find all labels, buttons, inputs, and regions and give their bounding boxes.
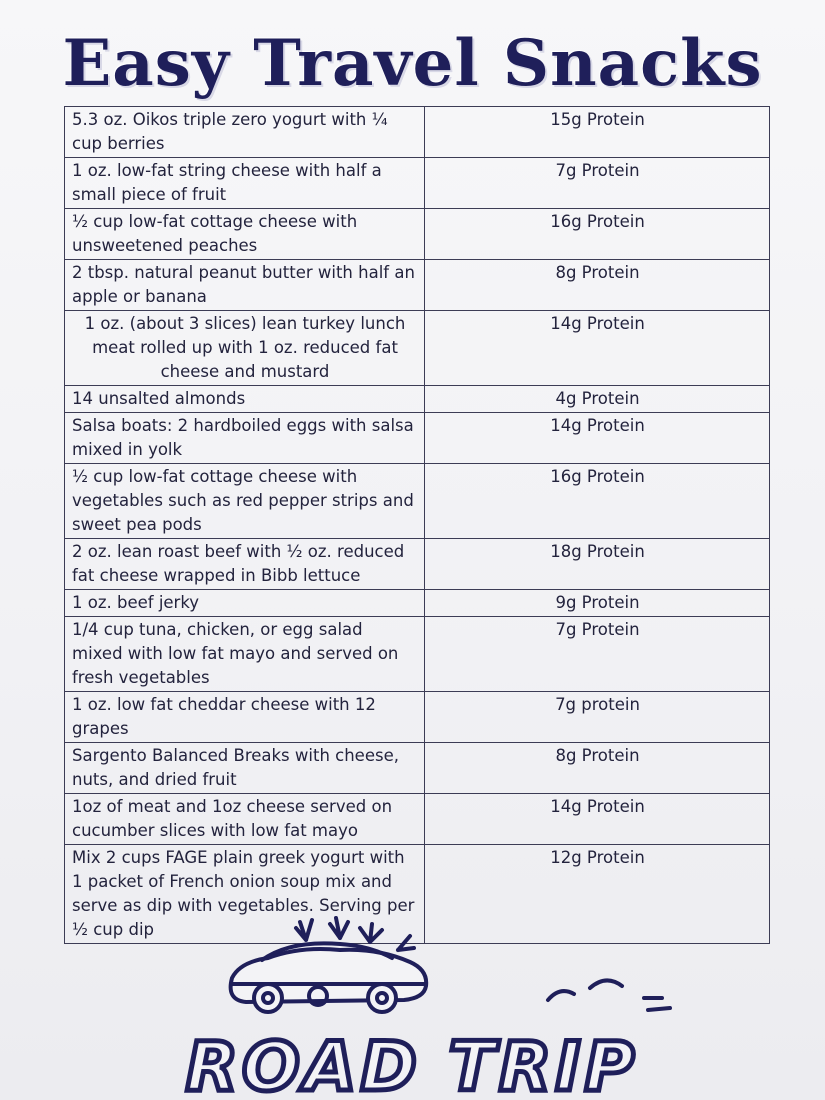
snack-description: 1/4 cup tuna, chicken, or egg salad mixed with low fat mayo and served on fresh vegetables <box>65 617 425 692</box>
table-row <box>65 260 770 311</box>
snack-description: 1 oz. beef jerky <box>65 590 425 617</box>
snack-description: ½ cup low-fat cottage cheese with unsweetened peaches <box>65 209 425 260</box>
protein-amount: 15g Protein <box>425 107 770 158</box>
page-title: Easy Travel Snacks <box>62 26 763 101</box>
protein-amount: 4g Protein <box>425 386 770 413</box>
snack-description: Mix 2 cups FAGE plain greek yogurt with 1 packet of French onion soup mix and serve as dip with vegetables. Serving per ½ cup dip <box>65 845 425 944</box>
table-row <box>65 386 770 413</box>
svg-text:ROAD TRIP: ROAD TRIP <box>185 1028 639 1100</box>
table-row <box>65 794 770 845</box>
table-row <box>65 590 770 617</box>
table-row <box>65 107 770 158</box>
protein-amount: 18g Protein <box>425 539 770 590</box>
snack-description: 1oz of meat and 1oz cheese served on cucumber slices with low fat mayo <box>65 794 425 845</box>
table-row <box>65 311 770 386</box>
road-trip-car-icon <box>231 918 670 1012</box>
table-row <box>65 617 770 692</box>
table-row <box>65 413 770 464</box>
protein-amount: 16g Protein <box>425 464 770 539</box>
protein-amount: 8g Protein <box>425 743 770 794</box>
table-row <box>65 158 770 209</box>
table-row <box>65 743 770 794</box>
table-row <box>65 539 770 590</box>
snack-description: 1 oz. low fat cheddar cheese with 12 grapes <box>65 692 425 743</box>
snack-description: ½ cup low-fat cottage cheese with vegetables such as red pepper strips and sweet pea pods <box>65 464 425 539</box>
protein-amount: 9g Protein <box>425 590 770 617</box>
snack-description: 2 oz. lean roast beef with ½ oz. reduced fat cheese wrapped in Bibb lettuce <box>65 539 425 590</box>
table-row <box>65 209 770 260</box>
protein-amount: 14g Protein <box>425 794 770 845</box>
snack-description: 14 unsalted almonds <box>65 386 425 413</box>
protein-amount: 8g Protein <box>425 260 770 311</box>
protein-amount: 16g Protein <box>425 209 770 260</box>
protein-amount: 7g Protein <box>425 158 770 209</box>
snack-description: 2 tbsp. natural peanut butter with half an apple or banana <box>65 260 425 311</box>
table-row <box>65 692 770 743</box>
protein-amount: 12g Protein <box>425 845 770 944</box>
protein-amount: 7g Protein <box>425 617 770 692</box>
road-trip-lettering <box>186 1028 639 1100</box>
snacks-table <box>64 106 770 944</box>
snack-description: Salsa boats: 2 hardboiled eggs with salsa mixed in yolk <box>65 413 425 464</box>
protein-amount: 14g Protein <box>425 311 770 386</box>
table-row <box>65 464 770 539</box>
snack-description: 5.3 oz. Oikos triple zero yogurt with ¼ cup berries <box>65 107 425 158</box>
road-trip-clipart <box>0 900 825 1100</box>
protein-amount: 14g Protein <box>425 413 770 464</box>
protein-amount: 7g protein <box>425 692 770 743</box>
snack-description: 1 oz. low-fat string cheese with half a small piece of fruit <box>65 158 425 209</box>
snack-description: Sargento Balanced Breaks with cheese, nuts, and dried fruit <box>65 743 425 794</box>
snack-description: 1 oz. (about 3 slices) lean turkey lunch meat rolled up with 1 oz. reduced fat cheese and mustard <box>65 311 425 386</box>
